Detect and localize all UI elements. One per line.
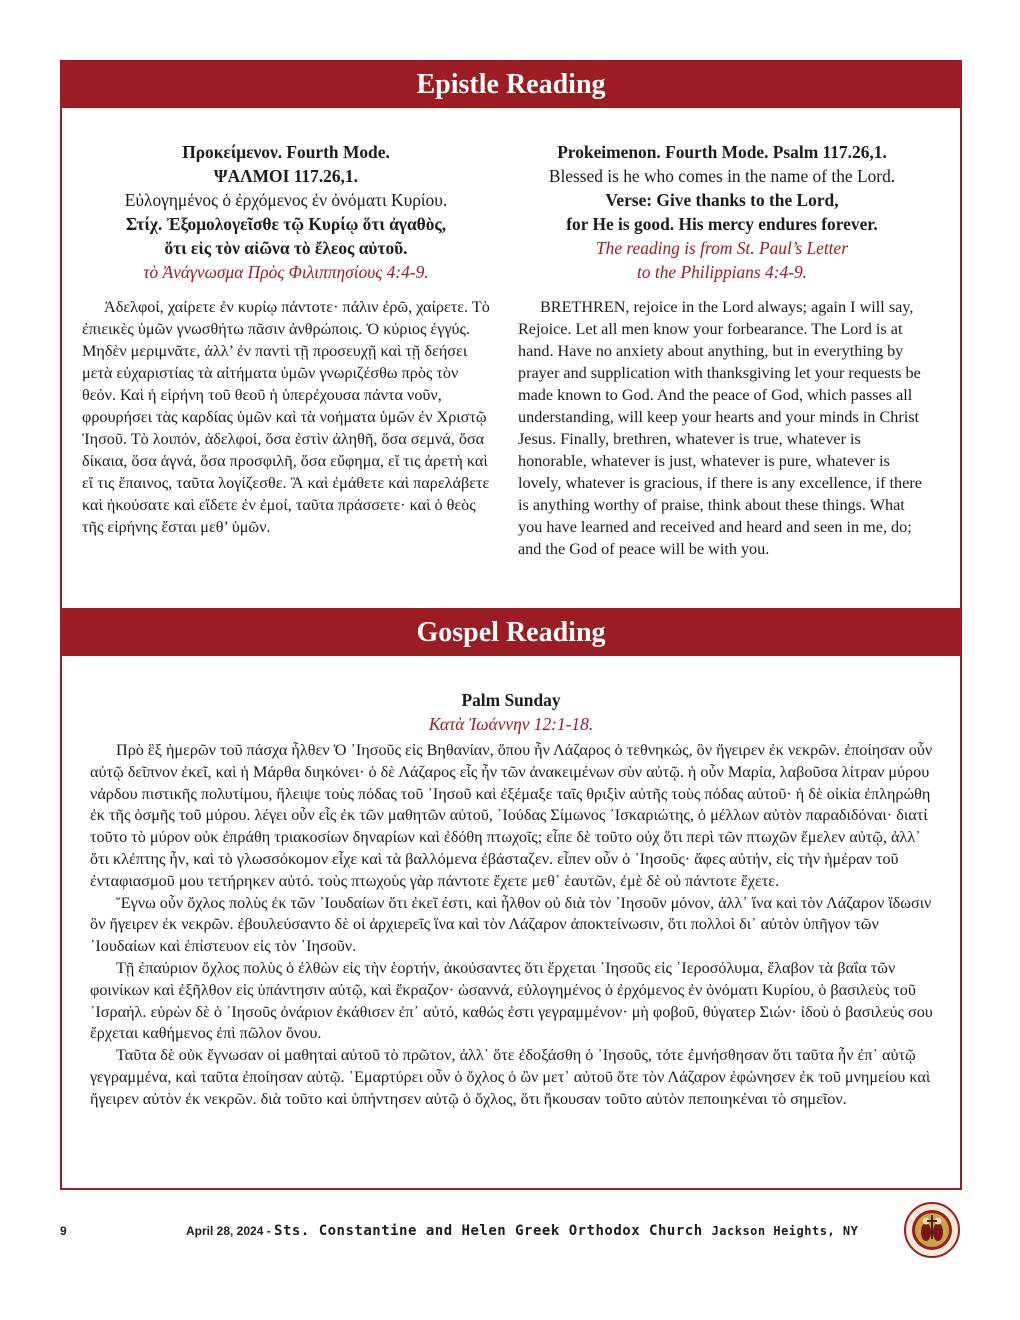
church-name: Sts. Constantine and Helen Greek Orthodox Church — [274, 1223, 712, 1239]
english-heading-line: Blessed is he who comes in the name of the Lord. — [548, 166, 896, 186]
gospel-heading — [62, 688, 960, 736]
greek-prokeimenon — [82, 140, 490, 284]
epistle-greek-column — [82, 140, 490, 538]
english-epistle-text: BRETHREN, rejoice in the Lord always; again I will say, Rejoice. Let all men know your forbearance. The Lord is at hand. Have no anxiety about anything, but in everything by prayer and supplication with thanksgiving let your requests be made known to God. And the peace of God, which passes all understanding, will keep your hearts and your minds in Christ Jesus. Finally, brethren, whatever is true, whatever is honorable, whatever is just, whatever is pure, whatever is lovely, whatever is gracious, if there is any excellence, if there is anything worthy of praise, think about these things. What you have learned and received and heard and seen in me, do; and the God of peace will be with you. — [518, 298, 922, 558]
greek-heading-line: ΨΑΛΜΟΙ 117.26,1. — [214, 166, 358, 186]
greek-reading-reference: τὸ Ἀνάγνωσμα Πρὸς Φιλιππησίους 4:4-9. — [143, 262, 429, 282]
church-location: Jackson Heights, NY — [711, 1224, 859, 1238]
footer-text — [186, 1222, 858, 1240]
epistle-english-column — [518, 140, 926, 560]
greek-heading-line: Στίχ. Ἐξομολογεῖσθε τῷ Κυρίῳ ὅτι ἀγαθὸς, — [125, 214, 447, 234]
epistle-title: Epistle Reading — [62, 62, 960, 108]
gospel-paragraph: Τῇ ἐπαύριον ὄχλος πολὺς ὁ ἐλθὼν εἰς τὴν ἑορτήν, ἀκούσαντες ὅτι ἔρχεται ᾿Ιησοῦς εἰς ῾Ιεροσόλυμα, ἔλαβον τὰ βαΐα τῶν φοινίκων καὶ ἐξῆλθον εἰς ὑπάντησιν αὐτῷ, καὶ ἔκραζον· ὡσαννά, εὐλογημένος ὁ ἐρχόμενος ἐν ὀνόματι Κυρίου, ὁ βασιλεὺς τοῦ ᾿Ισραήλ. εὑρὼν δὲ ὁ ᾿Ιησοῦς ὀνάριον ἐκάθισεν ἐπ᾿ αὐτό, καθώς ἐστι γεγραμμένον· μὴ φοβοῦ, θύγατερ Σιών· ἰδοὺ ὁ βασιλεύς σου ἔρχεται καθήμενος ἐπὶ πῶλον ὄνου. — [90, 958, 933, 1043]
gospel-paragraph: Πρὸ ἓξ ἡμερῶν τοῦ πάσχα ἦλθεν Ὁ ᾿Ιησοῦς εἰς Βηθανίαν, ὅπου ἦν Λάζαρος ὁ τεθνηκώς, ὃν ἤγειρεν ἐκ νεκρῶν. ἐποίησαν οὖν αὐτῷ δεῖπνον ἐκεῖ, καὶ ἡ Μάρθα διηκόνει· ὁ δὲ Λάζαρος εἷς ἦν τῶν ἀνακειμένων σὺν αὐτῷ. ἡ οὖν Μαρία, λαβοῦσα λίτραν μύρου νάρδου πιστικῆς πολυτίμου, ἤλειψε τοὺς πόδας τοῦ ᾿Ιησοῦ καὶ ἐξέμαξε ταῖς θριξὶν αὐτῆς τοὺς πόδας αὐτοῦ· ἡ δὲ οἰκία ἐπληρώθη ἐκ τῆς ὀσμῆς τοῦ μύρου. λέγει οὖν εἷς ἐκ τῶν μαθητῶν αὐτοῦ, ᾿Ιούδας Σίμωνος ᾿Ισκαριώτης, ὁ μέλλων αὐτὸν παραδιδόναι· διατί τοῦτο τὸ μύρον οὐκ ἐπράθη τριακοσίων δηναρίων καὶ ἐδόθη πτωχοῖς; εἶπε δὲ τοῦτο οὐχ ὅτι περὶ τῶν πτωχῶν ἔμελεν αὐτῷ, ἀλλ᾿ ὅτι κλέπτης ἦν, καὶ τὸ γλωσσόκομον εἶχε καὶ τὰ βαλλόμενα ἐβάσταζεν. εἶπεν οὖν ὁ ᾿Ιησοῦς· ἄφες αὐτήν, εἰς τὴν ἡμέραν τοῦ ἐνταφιασμοῦ μου τετήρηκεν αὐτό. τοὺς πτωχοὺς γὰρ πάντοτε ἔχετε μεθ᾿ ἑαυτῶν, ἐμὲ δὲ οὐ πάντοτε ἔχετε. — [90, 741, 933, 890]
greek-heading-line: Προκείμενον. Fourth Mode. — [182, 142, 390, 162]
footer-date: April 28, 2024 - — [186, 1224, 275, 1238]
page-number: 9 — [60, 1224, 67, 1238]
gospel-title: Gospel Reading — [62, 610, 960, 656]
gospel-paragraph: Ταῦτα δὲ οὐκ ἔγνωσαν οἱ μαθηταὶ αὐτοῦ τὸ πρῶτον, ἀλλ᾿ ὅτε ἐδοξάσθη ὁ ᾿Ιησοῦς, τότε ἐμνήσθησαν ὅτι ταῦτα ἦν ἐπ᾿ αὐτῷ γεγραμμένα, καὶ ταῦτα ἐποίησαν αὐτῷ. ᾿Εμαρτύρει οὖν ὁ ὄχλος ὁ ὢν μετ᾿ αὐτοῦ ὅτε τὸν Λάζαρον ἐφώνησεν ἐκ τοῦ μνημείου καὶ ἤγειρεν αὐτὸν ἐκ νεκρῶν. διὰ τοῦτο καὶ ὑπήντησεν αὐτῷ ὁ ὄχλος, ὅτι ἤκουσαν τοῦτο αὐτὸν πεποιηκέναι τὸ σημεῖον. — [90, 1046, 931, 1108]
gospel-text — [90, 740, 936, 1111]
epistle-section — [60, 60, 962, 610]
gospel-section — [60, 610, 962, 1190]
gospel-reference: Κατὰ Ἰωάννην 12:1-18. — [428, 714, 594, 734]
english-heading-line: Prokeimenon. Fourth Mode. Psalm 117.26,1. — [557, 142, 887, 162]
greek-heading-line: Εὐλογημένος ὁ ἐρχόμενος ἐν ὀνόματι Κυρίου. — [124, 190, 448, 210]
english-prokeimenon — [518, 140, 926, 284]
greek-heading-line: ὅτι εἰς τὸν αἰῶνα τὸ ἔλεος αὐτοῦ. — [164, 238, 408, 258]
english-reading-reference: The reading is from St. Paul’s Letter — [595, 238, 848, 258]
footer-church-name — [274, 1223, 858, 1239]
english-heading-line: for He is good. His mercy endures forever. — [566, 214, 878, 234]
gospel-paragraph: Ἔγνω οὖν ὄχλος πολὺς ἐκ τῶν ᾿Ιουδαίων ὅτι ἐκεῖ ἐστι, καὶ ἦλθον οὐ διὰ τὸν ᾿Ιησοῦν μόνον, ἀλλ᾿ ἵνα καὶ τὸν Λάζαρον ἴδωσιν ὃν ἤγειρεν ἐκ νεκρῶν. ἐβουλεύσαντο δὲ οἱ ἀρχιερεῖς ἵνα καὶ τὸν Λάζαρον ἀποκτείνωσιν, ὅτι πολλοὶ δι᾿ αὐτὸν ὑπῆγον τῶν ᾿Ιουδαίων καὶ ἐπίστευον εἰς τὸν ᾿Ιησοῦν. — [90, 893, 932, 956]
greek-epistle-text: Ἀδελφοί, χαίρετε ἐν κυρίῳ πάντοτε· πάλιν ἐρῶ, χαίρετε. Τὸ ἐπιεικὲς ὑμῶν γνωσθήτω πᾶσιν ἀνθρώποις. Ὁ κύριος ἐγγύς. Μηδὲν μεριμνᾶτε, ἀλλ’ ἐν παντὶ τῇ προσευχῇ καὶ τῇ δεήσει μετὰ εὐχαριστίας τὰ αἰτήματα ὑμῶν γνωριζέσθω πρὸς τὸν θεόν. Καὶ ἡ εἰρήνη τοῦ θεοῦ ἡ ὑπερέχουσα πάντα νοῦν, φρουρήσει τὰς καρδίας ὑμῶν καὶ τὰ νοήματα ὑμῶν ἐν Χριστῷ Ἰησοῦ. Τὸ λοιπόν, ἀδελφοί, ὅσα ἐστὶν ἀληθῆ, ὅσα σεμνά, ὅσα δίκαια, ὅσα ἁγνά, ὅσα προσφιλῆ, ὅσα εὔφημα, εἴ τις ἀρετὴ καὶ εἴ τις ἔπαινος, ταῦτα λογίζεσθε. Ἃ καὶ ἐμάθετε καὶ παρελάβετε καὶ ἠκούσατε καὶ εἴδετε ἐν ἐμοί, ταῦτα πράσσετε· καὶ ὁ θεὸς τῆς εἰρήνης ἔσται μεθ’ ὑμῶν. — [82, 298, 490, 536]
page-footer — [60, 1218, 962, 1248]
english-heading-line: Verse: Give thanks to the Lord, — [605, 190, 839, 210]
english-reading-reference: to the Philippians 4:4-9. — [636, 262, 808, 282]
gospel-subtitle: Palm Sunday — [461, 690, 561, 710]
church-seal-icon — [904, 1202, 960, 1258]
